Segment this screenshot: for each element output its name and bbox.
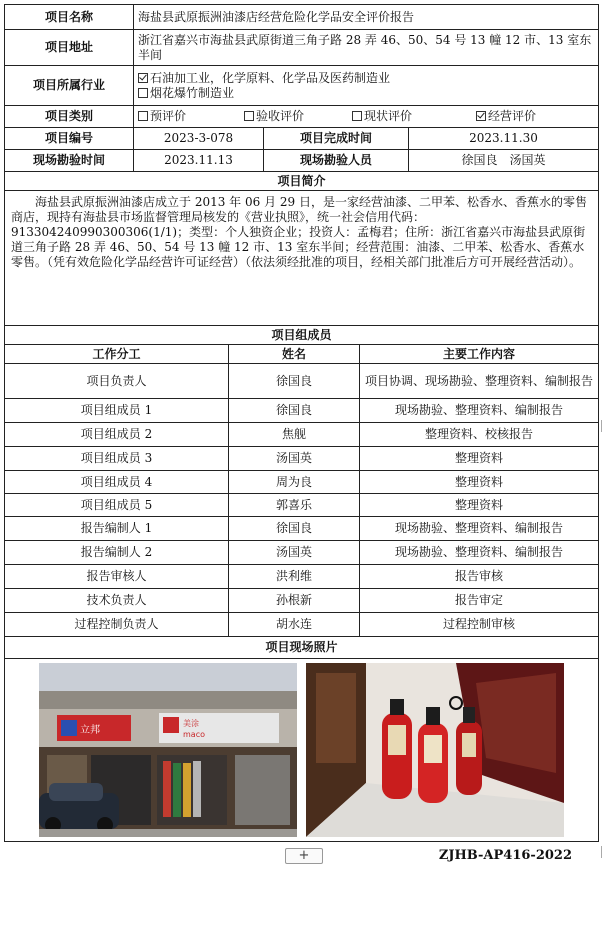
member-name: 徐国良 (229, 399, 360, 423)
team-title: 项目组成员 (5, 326, 599, 345)
member-work: 现场勘验、整理资料、编制报告 (360, 399, 599, 423)
category-label: 项目类别 (5, 106, 134, 128)
survey-time-label: 现场勘验时间 (5, 150, 134, 172)
member-name: 汤国英 (229, 447, 360, 471)
member-name: 郭喜乐 (229, 494, 360, 517)
project-name-value: 海盐县武原振洲油漆店经营危险化学品安全评价报告 (134, 5, 599, 30)
checkbox-empty-icon (244, 111, 254, 121)
address-label: 项目地址 (5, 30, 134, 66)
storefront-image (39, 663, 297, 837)
member-work: 整理资料 (360, 471, 599, 494)
member-role: 报告编制人 1 (5, 517, 229, 541)
industry-option-1[interactable] (138, 71, 594, 86)
checkbox-empty-icon (138, 88, 148, 98)
category-option-operation[interactable] (476, 109, 536, 124)
member-name: 汤国英 (229, 541, 360, 565)
project-name-label: 项目名称 (5, 5, 134, 30)
member-work: 报告审核 (360, 565, 599, 589)
add-button[interactable]: + (285, 848, 323, 864)
table-row (5, 471, 599, 494)
team-header-role: 工作分工 (5, 345, 229, 364)
photos-title: 项目现场照片 (5, 637, 599, 659)
member-work: 现场勘验、整理资料、编制报告 (360, 541, 599, 565)
member-name: 胡水连 (229, 613, 360, 637)
number-label: 项目编号 (5, 128, 134, 150)
industry-option-1-text: 石油加工业，化学原料、化学品及医药制造业 (150, 70, 391, 85)
category-option-status-text: 现状评价 (364, 109, 413, 123)
member-role: 项目组成员 4 (5, 471, 229, 494)
member-role: 项目组成员 3 (5, 447, 229, 471)
table-row (5, 613, 599, 637)
member-name: 徐国良 (229, 364, 360, 399)
team-header-name: 姓名 (229, 345, 360, 364)
member-work: 报告审定 (360, 589, 599, 613)
category-option-acceptance[interactable] (244, 109, 352, 124)
industry-label: 项目所属行业 (5, 66, 134, 106)
member-name: 孙根新 (229, 589, 360, 613)
storefront-photo (39, 663, 297, 837)
table-row (5, 589, 599, 613)
number-value: 2023-3-078 (134, 128, 264, 150)
survey-people-label: 现场勘验人员 (264, 150, 409, 172)
table-row (5, 399, 599, 423)
member-work: 整理资料 (360, 494, 599, 517)
member-work: 现场勘验、整理资料、编制报告 (360, 517, 599, 541)
member-work: 过程控制审核 (360, 613, 599, 637)
table-row (5, 541, 599, 565)
survey-people-value: 徐国良 汤国英 (409, 150, 599, 172)
category-option-operation-text: 经营评价 (488, 109, 537, 123)
member-work: 项目协调、现场勘验、整理资料、编制报告 (360, 364, 599, 399)
member-name: 徐国良 (229, 517, 360, 541)
member-name: 洪利维 (229, 565, 360, 589)
address-value: 浙江省嘉兴市海盐县武原街道三角子路 28 弄 46、50、54 号 13 幢 12 市、13 室东半间 (134, 30, 599, 66)
member-role: 过程控制负责人 (5, 613, 229, 637)
sign-text-2: 美涂 (183, 719, 199, 728)
member-role: 报告审核人 (5, 565, 229, 589)
member-role: 项目负责人 (5, 364, 229, 399)
document-code: ZJHB-AP416-2022 (438, 848, 572, 863)
table-row (5, 517, 599, 541)
member-name: 周为良 (229, 471, 360, 494)
member-role: 项目组成员 2 (5, 423, 229, 447)
intro-title: 项目简介 (5, 172, 599, 191)
sign-text-3: maco (183, 730, 205, 739)
category-option-status[interactable] (352, 109, 476, 124)
document-page (4, 4, 598, 842)
table-row (5, 364, 599, 399)
industry-option-2[interactable] (138, 86, 594, 101)
finish-value: 2023.11.30 (409, 128, 599, 150)
member-work: 整理资料、校核报告 (360, 423, 599, 447)
project-info-table (4, 4, 599, 842)
checkbox-empty-icon (138, 111, 148, 121)
table-row (5, 447, 599, 471)
checkbox-checked-icon (138, 73, 148, 83)
intro-text: 海盐县武原振洲油漆店成立于 2013 年 06 月 29 日，是一家经营油漆、二甲苯、松香水、香蕉水的零售商店，现持有海盐县市场监督管理局核发的《营业执照》，统一社会信用代码：913304240990300306(1/1)；类型：个人独资企业；投资人：孟梅君；住所：浙江省嘉兴市海盐县武原街道三角子路 28 弄 46、50、54 号 13 幢 12 市、13 室东半间；经营范围：油漆、二甲苯、松香水、香蕉水零售。（凭有效危险化学品经营许可证经营）（依法须经批准的项目，经相关部门批准后方可开展经营活动）。 (5, 191, 599, 326)
survey-time-value: 2023.11.13 (134, 150, 264, 172)
sign-text-1: 立邦 (80, 725, 100, 736)
table-row (5, 565, 599, 589)
member-role: 技术负责人 (5, 589, 229, 613)
table-row (5, 494, 599, 517)
fire-extinguisher-photo (306, 663, 564, 837)
finish-label: 项目完成时间 (264, 128, 409, 150)
table-row (5, 423, 599, 447)
member-role: 报告编制人 2 (5, 541, 229, 565)
footer (4, 848, 598, 868)
category-option-pre[interactable] (138, 109, 244, 124)
member-work: 整理资料 (360, 447, 599, 471)
member-role: 项目组成员 5 (5, 494, 229, 517)
team-header-work: 主要工作内容 (360, 345, 599, 364)
category-option-acceptance-text: 验收评价 (256, 109, 305, 123)
checkbox-empty-icon (352, 111, 362, 121)
industry-option-2-text: 烟花爆竹制造业 (150, 85, 235, 100)
member-name: 焦舰 (229, 423, 360, 447)
member-role: 项目组成员 1 (5, 399, 229, 423)
checkbox-checked-icon (476, 111, 486, 121)
category-option-pre-text: 预评价 (150, 109, 187, 123)
fire-extinguisher-image (306, 663, 564, 837)
